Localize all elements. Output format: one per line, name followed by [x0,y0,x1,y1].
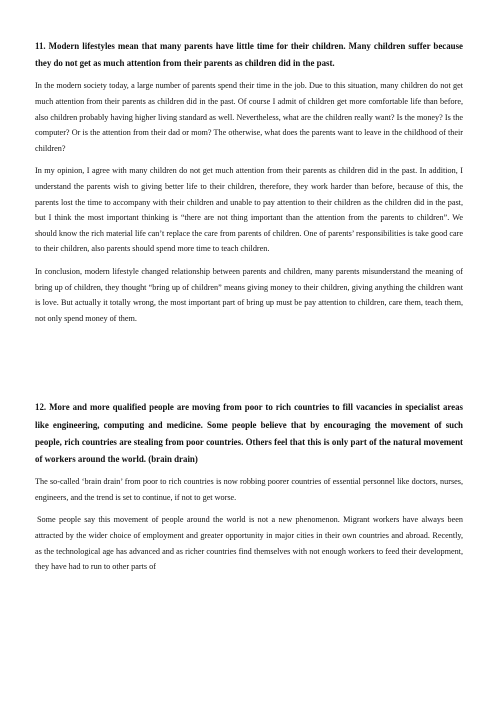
essay-12-paragraph-1: The so-called ‘brain drain’ from poor to rich countries is now robbing poorer countries of essential personnel like doctors, nurses, engineers, and the trend is set to continue, if not to get worse. [35,477,463,502]
essay-11 [35,38,463,326]
essay-12-title: 12. More and more qualified people are moving from poor to rich countries to fill vacancies in specialist areas like engineering, computing and medicine. Some people believe that by encouraging the movement of such people, rich countries are stealing from poor countries. Others feel that this is only part of the natural movement of workers around the world. (brain drain) [35,402,463,464]
essay-11-paragraph-1: In the modern society today, a large number of parents spend their time in the job. Due to this situation, many children do not get much attention from their parents as children did in the past. Of course I admit of children get more comfortable life than before, also children probably having higher living standard as well. Nevertheless, what are the children really want? Is the money? Is the computer? Or is the attention from their dad or mom? The otherwise, what does the parents want to leave in the childhood of their children? [35,81,463,153]
document-page [35,38,463,582]
essay-12 [35,399,463,574]
essay-11-title: 11. Modern lifestyles mean that many parents have little time for their children. Many children suffer because they do not get as much attention from their parents as children did in the past. [35,41,463,69]
essay-12-paragraph-2: Some people say this movement of people around the world is not a new phenomenon. Migrant workers have always been attracted by the wider choice of employment and greater opportunity in major cities in their own countries and abroad. Recently, as the technological age has advanced and as richer countries find themselves with not enough workers to feed their development, they have had to run to other parts of [35,515,463,572]
section-gap [35,333,463,399]
essay-11-paragraph-3: In conclusion, modern lifestyle changed relationship between parents and children, many parents misunderstand the meaning of bring up of children, they thought “bring up of children” means giving money to their children, giving anything the children want is love. But actually it totally wrong, the most important part of bring up must be pay attention to children, care them, teach them, not only spend money of them. [35,266,463,323]
essay-11-paragraph-2: In my opinion, I agree with many children do not get much attention from their parents as children did in the past. In addition, I understand the parents wish to giving better life to their children, therefore, they work harder than before, because of this, the parents lost the time to accompany with their children and unable to pay attention to their children as the children did in the past, but I think the most important thinking is “there are not thing important than the attention from the parents to children”. We should know the rich material life can’t replace the care from parents of children. One of parents’ responsibilities is take good care to their children, also parents should spend more time to teach children. [35,166,463,254]
